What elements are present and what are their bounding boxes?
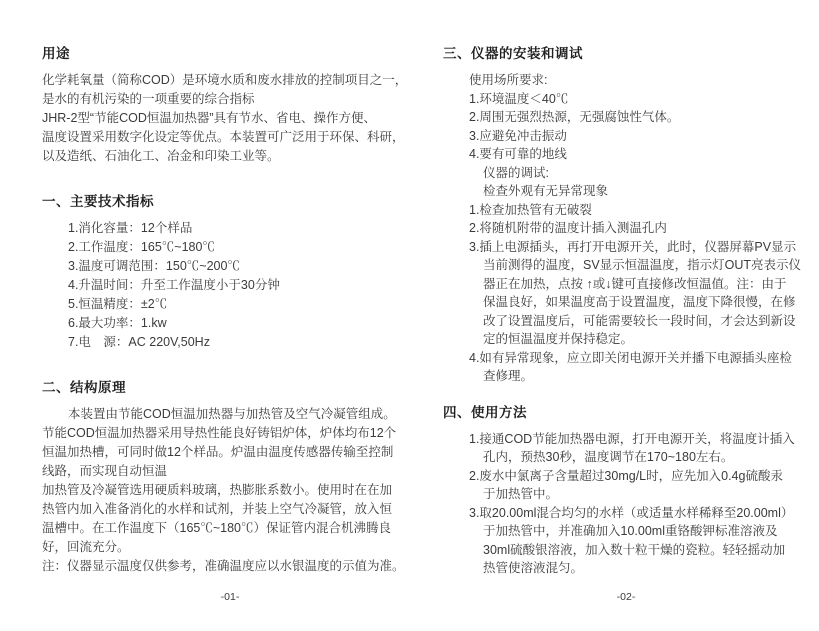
section-usage-method: [443, 401, 809, 578]
section-heading: 二、结构原理: [42, 380, 126, 395]
text-line: 7.电 源：AC 220V,50Hz: [68, 335, 210, 349]
text-line: 定的恒温温度并保持稳定。: [483, 332, 634, 346]
text-line: 当前测得的温度，SV显示恒温温度，指示灯OUT亮表示仪: [483, 258, 802, 272]
section-installation-debugging: [443, 42, 809, 386]
text-line: 好，回流充分。: [42, 540, 130, 554]
text-line: 热管内加入准备消化的水样和试剂，并装上空气冷凝管，放入恒: [42, 502, 393, 516]
text-line: 以及造纸、石油化工、冶金和印染工业等。: [42, 149, 280, 163]
text-line: JHR-2型“节能COD恒温加热器”具有节水、省电、操作方便、: [42, 111, 377, 125]
text-line: 1.检查加热管有无破裂: [469, 202, 592, 217]
text-line: 2.将随机附带的温度计插入测温孔内: [469, 221, 667, 235]
section-heading: 三、仪器的安装和调试: [443, 46, 583, 61]
text-line: 3.应避免冲击振动: [469, 128, 567, 143]
section-heading: 一、主要技术指标: [42, 194, 154, 209]
section-heading: 用途: [42, 46, 70, 61]
text-line: 仪器的调试:: [483, 165, 549, 180]
text-line: 改了设置温度后，可能需要较长一段时间，才会达到新设: [483, 313, 796, 328]
text-line: 2.废水中氯离子含量超过30mg/L时，应先加入0.4g硫酸汞: [469, 468, 783, 483]
text-line: 1.消化容量：12个样品: [68, 221, 193, 235]
text-line: 3.插上电源插头，再打开电源开关，此时，仪器屏幕PV显示: [469, 239, 797, 254]
text-line: 温度设置采用数字化设定等优点。本装置可广泛用于环保、科研，: [42, 130, 405, 144]
page-number: -02-: [616, 591, 636, 603]
text-line: 2.周围无强烈热源，无强腐蚀性气体。: [469, 110, 680, 124]
text-line: 使用场所要求:: [469, 73, 548, 87]
page-number: -01-: [220, 591, 240, 603]
text-line: 6.最大功率：1.kw: [68, 316, 167, 330]
text-line: 4.要有可靠的地线: [469, 147, 567, 161]
text-line: 30ml硫酸银溶液，加入数十粒干燥的瓷粒。轻轻摇动加: [483, 542, 786, 557]
text-line: 化学耗氧量（简称COD）是环境水质和废水排放的控制项目之一，: [42, 73, 408, 87]
manual-page-1: [42, 42, 418, 631]
text-line: 温槽中。在工作温度下（165℃~180℃）保证管内混合机沸腾良: [42, 521, 392, 535]
text-line: 于加热管中，并准确加入10.00ml重铬酸钾标准溶液及: [483, 524, 778, 538]
manual-page-2: [443, 42, 809, 631]
text-line: 检查外观有无异常现象: [483, 184, 609, 198]
text-line: 保温良好，如果温度高于设置温度，温度下降很慢，在修: [483, 295, 796, 309]
text-line: 本装置由节能COD恒温加热器与加热管及空气冷凝管组成。: [68, 407, 396, 421]
text-line: 节能COD恒温加热器采用导热性能良好铸铝炉体，炉体均布12个: [42, 426, 397, 440]
text-line: 于加热管中。: [483, 487, 559, 501]
section-technical-specs: [42, 190, 418, 352]
text-line: 器正在加热，点按 ↑或↓键可直接修改恒温值。注：由于: [483, 276, 787, 291]
text-line: 4.如有异常现象，应立即关闭电源开关并播下电源插头座检: [469, 350, 792, 365]
text-line: 1.接通COD节能加热器电源，打开电源开关，将温度计插入: [469, 431, 795, 446]
text-line: 是水的有机污染的一项重要的综合指标: [42, 92, 255, 106]
text-line: 热管使溶液混匀。: [483, 561, 584, 575]
text-line: 3.取20.00ml混合均匀的水样（或适量水样稀释至20.00ml）: [469, 505, 794, 520]
text-line: 注：仪器显示温度仅供参考，准确温度应以水银温度的示值为准。: [42, 559, 405, 573]
text-line: 4.升温时间：升至工作温度小于30分钟: [68, 278, 280, 292]
text-line: 3.温度可调范围：150℃~200℃: [68, 259, 240, 273]
section-heading: 四、使用方法: [443, 404, 527, 420]
text-line: 加热管及冷凝管选用硬质料玻璃，热膨胀系数小。使用时在在加: [42, 483, 393, 497]
text-line: 线路，而实现自动恒温: [42, 464, 168, 478]
text-line: 查修理。: [483, 369, 534, 383]
section-structure-principle: [42, 376, 418, 576]
text-line: 恒温加热槽，可同时做12个样品。炉温由温度传感器传输至控制: [42, 445, 394, 459]
section-purpose: [42, 42, 418, 166]
text-line: 1.环境温度＜40℃: [469, 91, 569, 106]
text-line: 5.恒温精度：±2℃: [68, 297, 168, 311]
text-line: 孔内，预热30秒，温度调节在170~180左右。: [483, 450, 734, 464]
text-line: 2.工作温度：165℃~180℃: [68, 240, 215, 254]
